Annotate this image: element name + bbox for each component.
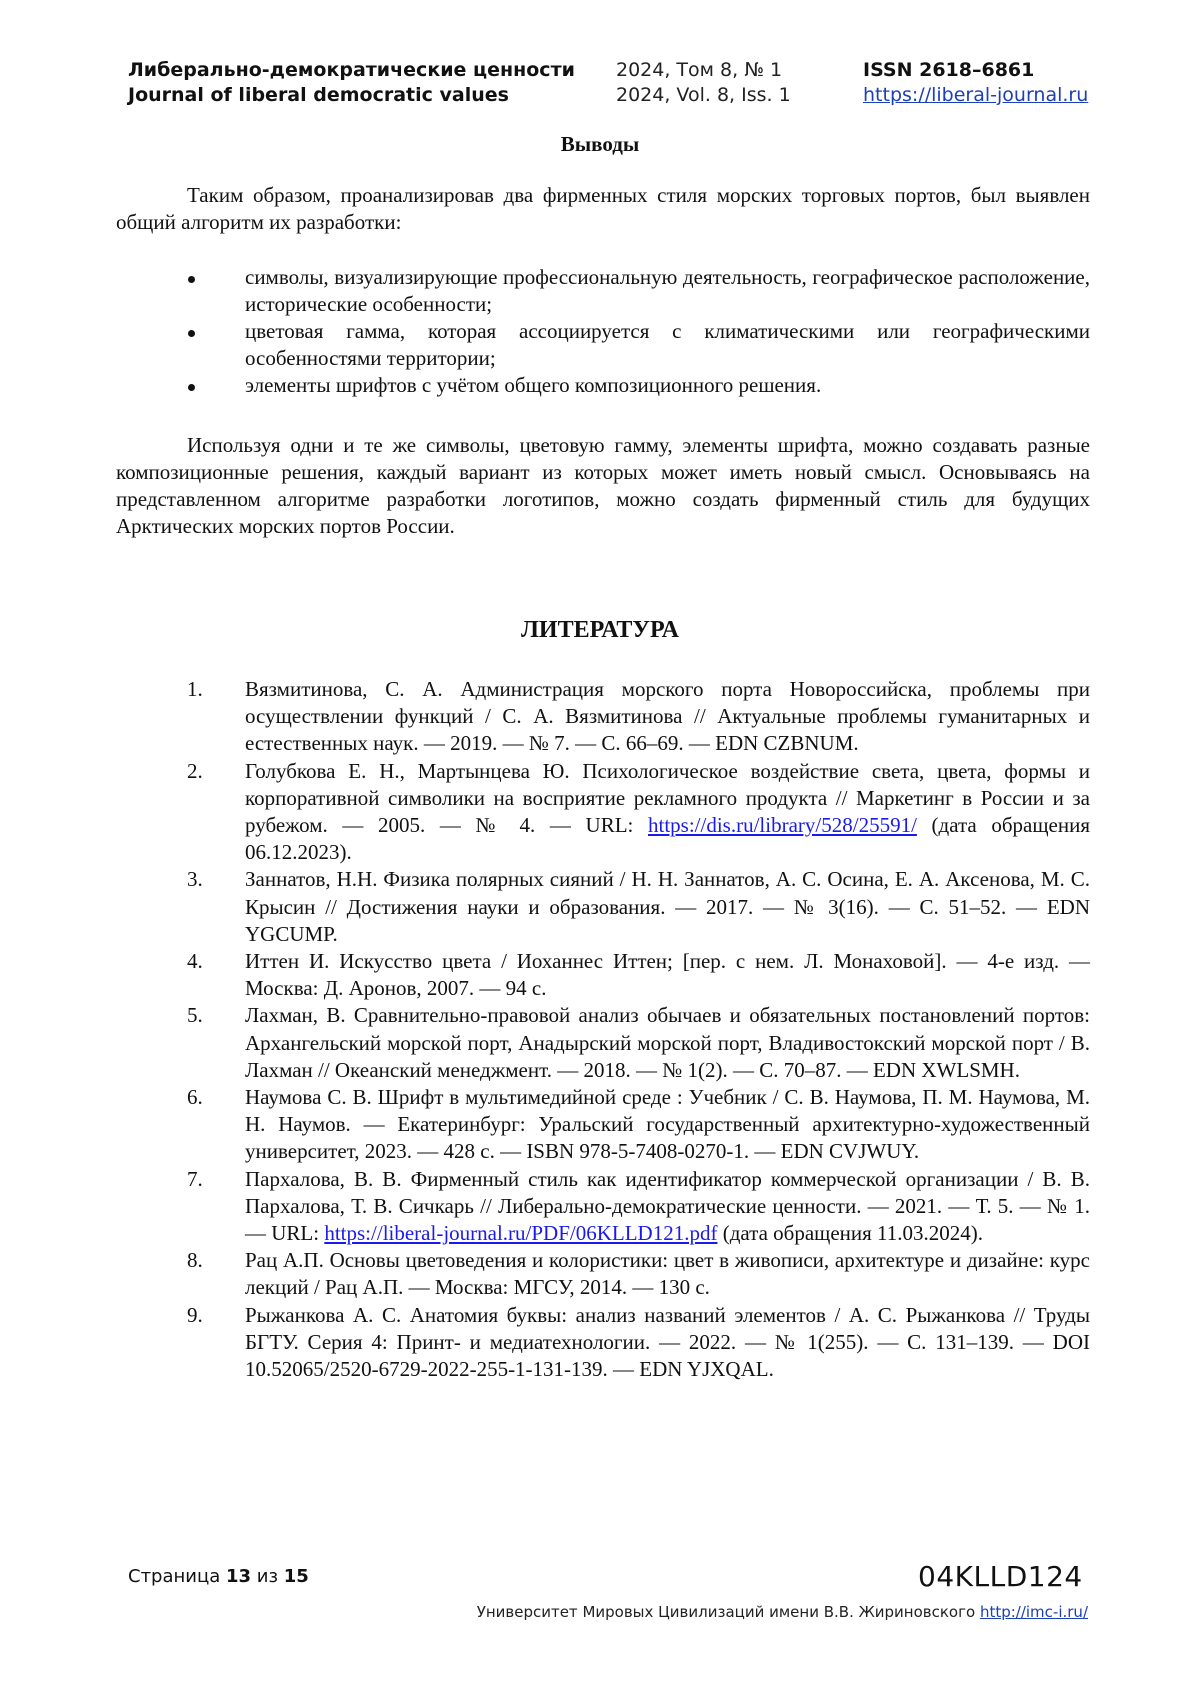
reference-text: Заннатов, Н.Н. Физика полярных сияний / Н. Н. Заннатов, А. С. Осина, Е. А. Аксенова, М. С. Крысин // Достижения науки и образования. — 2017. — № 3(16). — С. 51–52. — EDN YGCUMP.: [245, 867, 1090, 946]
bullet-item: [116, 264, 1090, 318]
issn-block: [863, 58, 1088, 108]
references-list: [116, 676, 1090, 1383]
reference-number: 4.: [187, 949, 203, 974]
reference-text: Иттен И. Искусство цвета / Иоханнес Иттен; [пер. с нем. Л. Монаховой]. — 4-е изд. — Москва: Д. Аронов, 2007. — 94 с.: [245, 949, 1090, 1001]
journal-url-link[interactable]: https://liberal-journal.ru: [863, 84, 1089, 106]
reference-item: [116, 948, 1090, 1002]
reference-item: [116, 1002, 1090, 1084]
issue-en: 2024, Vol. 8, Iss. 1: [616, 84, 791, 106]
conclusions-intro: Таким образом, проанализировав два фирменных стиля морских торговых портов, был выявлен общий алгоритм их разработки:: [116, 183, 1090, 234]
reference-number: 1.: [187, 677, 203, 701]
bullet-text: цветовая гамма, которая ассоциируется с климатическими или географическими особенностями территории;: [245, 319, 1090, 370]
issue-info: [616, 58, 791, 108]
reference-item: [116, 866, 1090, 948]
university-link[interactable]: http://imc-i.ru/: [979, 1603, 1088, 1621]
reference-number: 3.: [187, 867, 203, 892]
reference-number: 5.: [187, 1003, 203, 1028]
university-line: [477, 1603, 1088, 1621]
bullet-item: [116, 372, 1090, 399]
reference-item: [116, 758, 1090, 867]
page-header: [128, 58, 1090, 110]
bullet-text: элементы шрифтов с учётом общего композиционного решения.: [245, 373, 822, 397]
reference-text: Рац А.П. Основы цветоведения и колористики: цвет в живописи, архитектуре и дизайне: курс лекций / Рац А.П. — Москва: МГСУ, 2014. — 130 с.: [245, 1248, 1090, 1300]
reference-number: 7.: [187, 1166, 203, 1191]
journal-title-en: Journal of liberal democratic values: [128, 84, 509, 106]
issn: ISSN 2618–6861: [863, 59, 1035, 81]
page-total: 15: [283, 1566, 309, 1587]
bullet-icon: [188, 384, 195, 391]
reference-text: Вязмитинова, С. А. Администрация морского порта Новороссийска, проблемы при осуществлении функций / С. А. Вязмитинова // Актуальные проблемы гуманитарных и естественных наук. — 2019. — № 7. — С. 66–69. — EDN CZBNUM.: [245, 677, 1090, 756]
reference-text: Наумова С. В. Шрифт в мультимедийной среде : Учебник / С. В. Наумова, П. М. Наумова, М. Н. Наумов. — Екатеринбург: Уральский государственный архитектурно-художественный университет, 2023. — 428 с. — ISBN 978-5-7408-0270-1. — EDN CVJWUY.: [245, 1085, 1090, 1164]
reference-text: Рыжанкова А. С. Анатомия буквы: анализ названий элементов / А. С. Рыжанкова // Труды БГТУ. Серия 4: Принт- и медиатехнологии. — 2022. — № 1(255). — С. 131–139. — DOI 10.52065/2520-6729-2022-255-1-131-139. — EDN YJXQAL.: [245, 1302, 1090, 1382]
reference-item: [116, 1166, 1090, 1248]
bullet-icon: [188, 330, 195, 337]
literature-title: ЛИТЕРАТУРА: [521, 617, 679, 643]
reference-item: [116, 1084, 1090, 1166]
issue-ru: 2024, Том 8, № 1: [616, 59, 783, 81]
article-code: 04KLLD124: [918, 1560, 1083, 1593]
conclusions-bullet-list: [116, 264, 1090, 399]
reference-text: Лахман, В. Сравнительно-правовой анализ обычаев и обязательных постановлений портов: Архангельский морской порт, Анадырский морской порт, Владивостокский морской порт / В. Лахман // Океанский менеджмент. — 2018. — № 1(2). — С. 70–87. — EDN XWLSMH.: [245, 1003, 1090, 1082]
reference-text: Голубкова Е. Н., Мартынцева Ю. Психологическое воздействие света, цвета, формы и корпоративной символики на восприятие рекламного продукта // Маркетинг в России и за рубежом. — 2005. — № 4. — URL:: [245, 758, 1090, 838]
reference-link[interactable]: https://liberal-journal.ru/PDF/06KLLD121.pdf: [324, 1221, 718, 1246]
university-name: Университет Мировых Цивилизаций имени В.В. Жириновского: [476, 1603, 980, 1621]
reference-item: [116, 676, 1090, 758]
journal-title-ru: Либерально-демократические ценности: [128, 59, 575, 81]
journal-title: [128, 58, 575, 108]
bullet-icon: [188, 276, 195, 283]
page-counter: [128, 1566, 309, 1587]
reference-text: Пархалова, В. В. Фирменный стиль как идентификатор коммерческой организации / В. В. Пархалова, Т. В. Сичкарь // Либерально-демократические ценности. — 2021. — Т. 5. — № 1. — URL:: [245, 1166, 1090, 1246]
page-prefix: Страница: [128, 1566, 226, 1587]
reference-number: 2.: [187, 758, 203, 783]
bullet-item: [116, 318, 1090, 372]
reference-item: [116, 1247, 1090, 1301]
reference-number: 8.: [187, 1248, 203, 1273]
conclusions-closing: Используя одни и те же символы, цветовую гамму, элементы шрифта, можно создавать разные композиционные решения, каждый вариант из которых может иметь новый смысл. Основываясь на представленном алгоритме разработки логотипов, можно создать фирменный стиль для будущих Арктических морских портов России.: [116, 433, 1090, 538]
page-number: 13: [225, 1566, 252, 1587]
reference-text-after: (дата обращения 06.12.2023).: [245, 813, 1091, 865]
reference-number: 6.: [187, 1085, 203, 1110]
reference-link[interactable]: https://dis.ru/library/528/25591/: [648, 813, 917, 838]
bullet-text: символы, визуализирующие профессиональную деятельность, географическое расположение, исторические особенности;: [245, 265, 1090, 316]
reference-item: [116, 1302, 1090, 1384]
page-of: из: [251, 1566, 284, 1587]
reference-number: 9.: [187, 1302, 203, 1327]
conclusions-title: Выводы: [560, 132, 640, 156]
reference-text-after: (дата обращения 11.03.2024).: [717, 1221, 984, 1246]
